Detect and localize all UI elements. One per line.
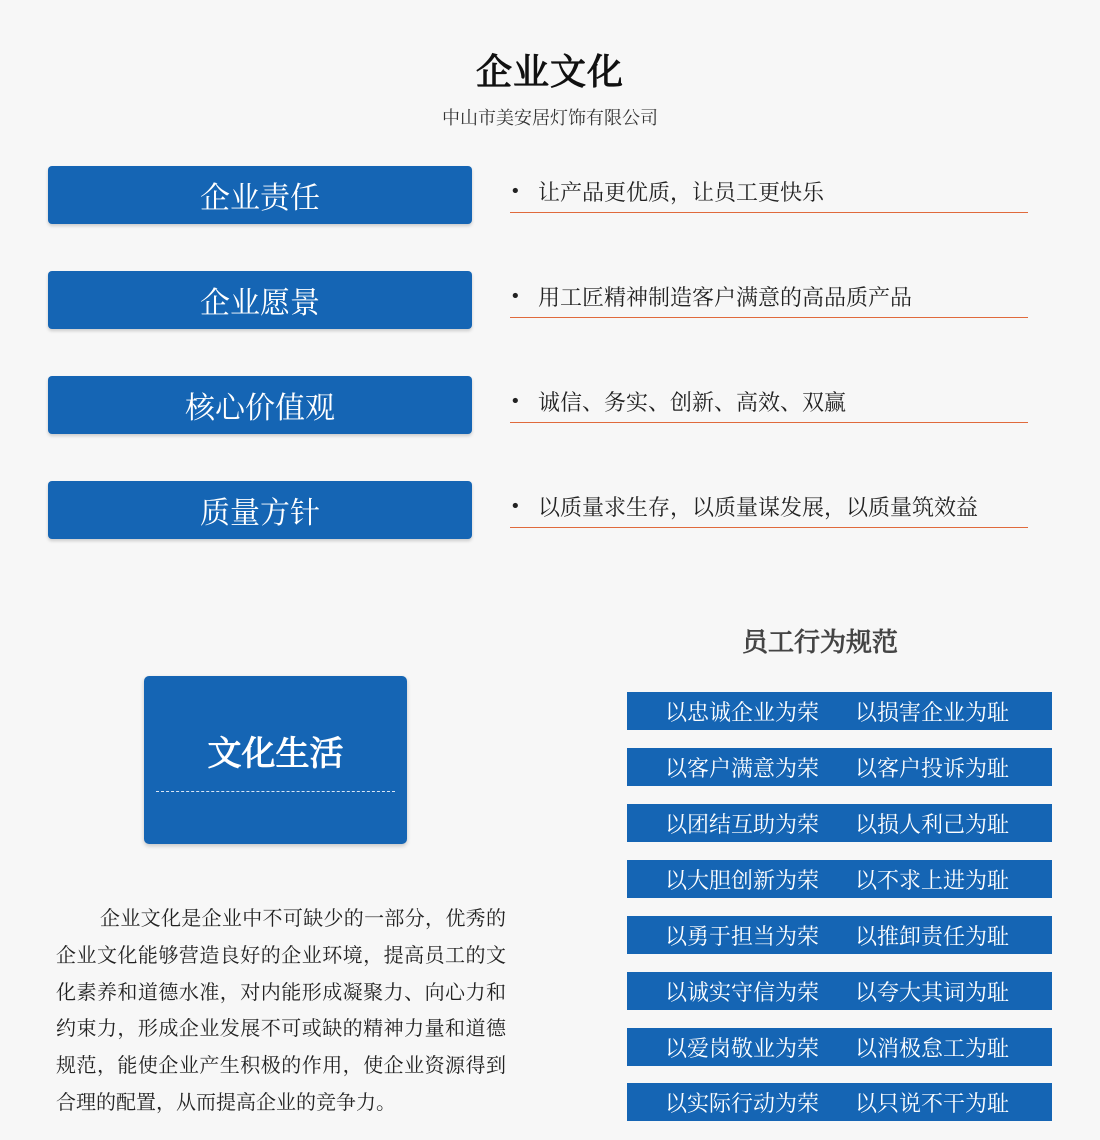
- bullet-icon: •: [510, 285, 521, 307]
- bullet-icon: •: [510, 180, 521, 202]
- culture-value: [510, 170, 1028, 213]
- conduct-honor: 以爱岗敬业为荣: [665, 1036, 820, 1062]
- conduct-row: [627, 692, 1052, 730]
- conduct-honor: 以实际行动为荣: [665, 1091, 820, 1117]
- culture-label: 企业愿景: [48, 271, 472, 329]
- conduct-shame: 以推卸责任为耻: [855, 924, 1010, 950]
- culture-row-values: [48, 376, 1038, 436]
- conduct-shame: 以只说不干为耻: [855, 1091, 1010, 1117]
- culture-label: 质量方针: [48, 481, 472, 539]
- conduct-shame: 以损害企业为耻: [855, 700, 1010, 726]
- culture-life-title: 文化生活: [207, 734, 344, 774]
- page-subtitle: 中山市美安居灯饰有限公司: [442, 108, 658, 129]
- conduct-row: [627, 1028, 1052, 1066]
- conduct-row: [627, 860, 1052, 898]
- culture-text: 让产品更优质，让员工更快乐: [538, 180, 825, 206]
- culture-value: [510, 275, 1028, 318]
- culture-value: [510, 380, 1028, 423]
- dashed-divider: [156, 791, 395, 792]
- culture-row-quality: [48, 481, 1038, 541]
- conduct-shame: 以客户投诉为耻: [855, 756, 1010, 782]
- conduct-row: [627, 1083, 1052, 1121]
- conduct-title: 员工行为规范: [741, 628, 898, 658]
- culture-text: 用工匠精神制造客户满意的高品质产品: [538, 285, 913, 311]
- conduct-honor: 以忠诚企业为荣: [665, 700, 820, 726]
- conduct-shame: 以损人利己为耻: [855, 812, 1010, 838]
- conduct-honor: 以团结互助为荣: [665, 812, 820, 838]
- bullet-icon: •: [510, 390, 521, 412]
- conduct-honor: 以勇于担当为荣: [665, 924, 820, 950]
- conduct-row: [627, 916, 1052, 954]
- culture-label: 企业责任: [48, 166, 472, 224]
- culture-life-box: [144, 676, 407, 844]
- bullet-icon: •: [510, 495, 521, 517]
- conduct-row: [627, 972, 1052, 1010]
- conduct-shame: 以不求上进为耻: [855, 868, 1010, 894]
- culture-row-responsibility: [48, 166, 1038, 226]
- conduct-row: [627, 748, 1052, 786]
- culture-life-paragraph: 企业文化是企业中不可缺少的一部分，优秀的企业文化能够营造良好的企业环境，提高员工的文化素养和道德水准，对内能形成凝聚力、向心力和约束力，形成企业发展不可或缺的精神力量和道德规范，能使企业产生积极的作用，使企业资源得到合理的配置，从而提高企业的竞争力。: [56, 906, 506, 1114]
- culture-text: 诚信、务实、创新、高效、双赢: [538, 390, 847, 416]
- conduct-row: [627, 804, 1052, 842]
- conduct-honor: 以诚实守信为荣: [665, 980, 820, 1006]
- page-title: 企业文化: [475, 52, 624, 93]
- culture-text: 以质量求生存，以质量谋发展，以质量筑效益: [538, 495, 979, 521]
- conduct-honor: 以客户满意为荣: [665, 756, 820, 782]
- culture-row-vision: [48, 271, 1038, 331]
- conduct-honor: 以大胆创新为荣: [665, 868, 820, 894]
- culture-label: 核心价值观: [48, 376, 472, 434]
- conduct-shame: 以夸大其词为耻: [855, 980, 1010, 1006]
- conduct-shame: 以消极怠工为耻: [855, 1036, 1010, 1062]
- culture-value: [510, 485, 1028, 528]
